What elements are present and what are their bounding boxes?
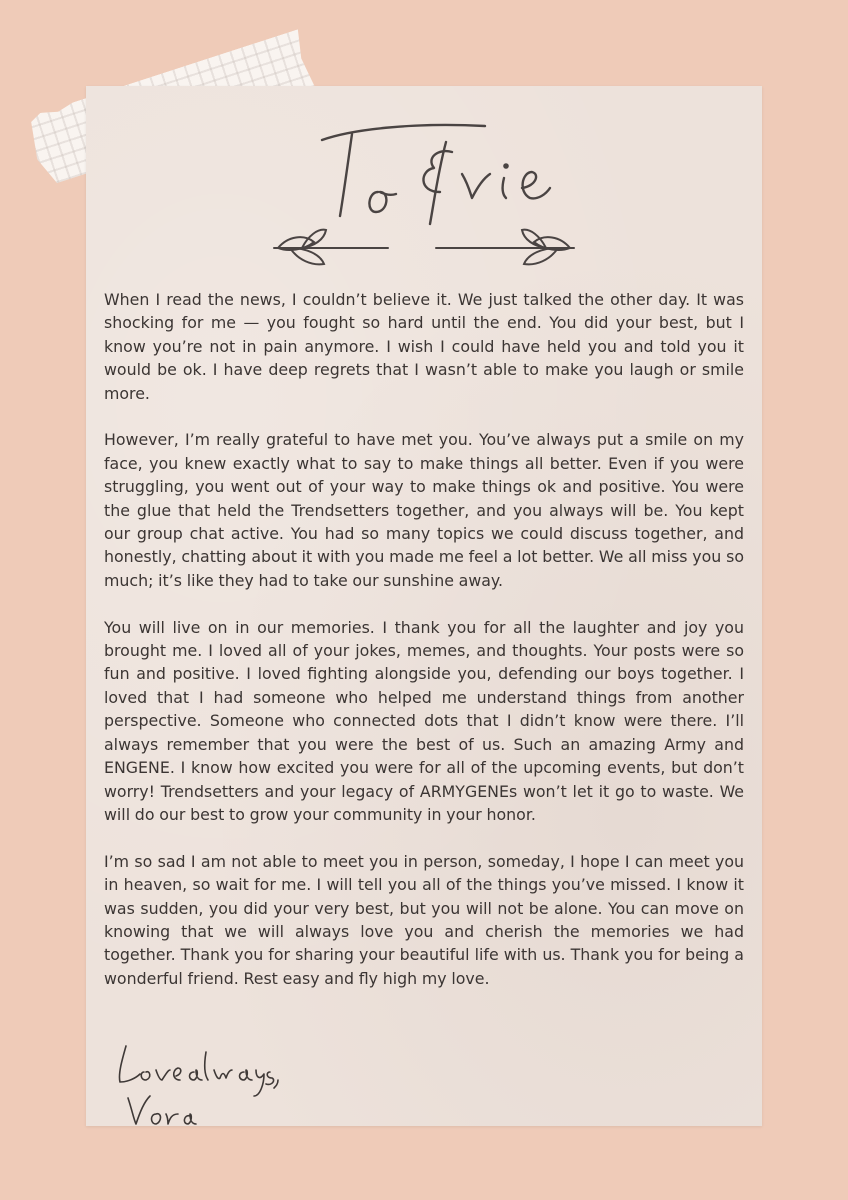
paragraph: When I read the news, I couldn’t believe it. We just talked the other day. It was shocking for me — you fought so hard until the end. You did your best, but I know you’re not in pain anymore. I wish I could have held you and told you it would be ok. I have deep regrets that I wasn’t able to make you laugh or smile more. xyxy=(104,290,744,403)
script-title-icon xyxy=(300,112,570,232)
letter-body xyxy=(104,288,744,1014)
paragraph: You will live on in our memories. I thank you for all the laughter and joy you brought me. I loved all of your jokes, memes, and thoughts. Your posts were so fun and positive. I loved fighting alongside you, defending our boys together. I loved that I had someone who helped me understand things from another perspective. Someone who connected dots that I didn’t know were there. I’ll always remember that you were the best of us. Such an amazing Army and ENGENE. I know how excited you were for all of the upcoming events, but don’t worry! Trendsetters and your legacy of ARMYGENEs won’t let it go to waste. We will do our best to grow your community in your honor. xyxy=(104,617,744,824)
signature xyxy=(110,1040,280,1130)
leaf-arrow-divider-icon xyxy=(268,222,580,274)
letter-title xyxy=(300,112,570,232)
handwritten-signature-icon xyxy=(110,1040,280,1130)
paragraph: I’m so sad I am not able to meet you in person, someday, I hope I can meet you in heaven, so wait for me. I will tell you all of the things you’ve missed. I know it was sudden, you did your very best, but you will not be alone. You can move on knowing that we will always love you and cherish the memories we had together. Thank you for sharing your beautiful life with us. Thank you for being a wonderful friend. Rest easy and fly high my love. xyxy=(104,851,744,988)
paragraph: However, I’m really grateful to have met you. You’ve always put a smile on my face, you knew exactly what to say to make things all better. Even if you were struggling, you went out of your way to make things ok and positive. You were the glue that held the Trendsetters together, and you always will be. You kept our group chat active. You had so many topics we could discuss together, and honestly, chatting about it with you made me feel a lot better. We all miss you so much; it’s like they had to take our sunshine away. xyxy=(104,430,744,590)
